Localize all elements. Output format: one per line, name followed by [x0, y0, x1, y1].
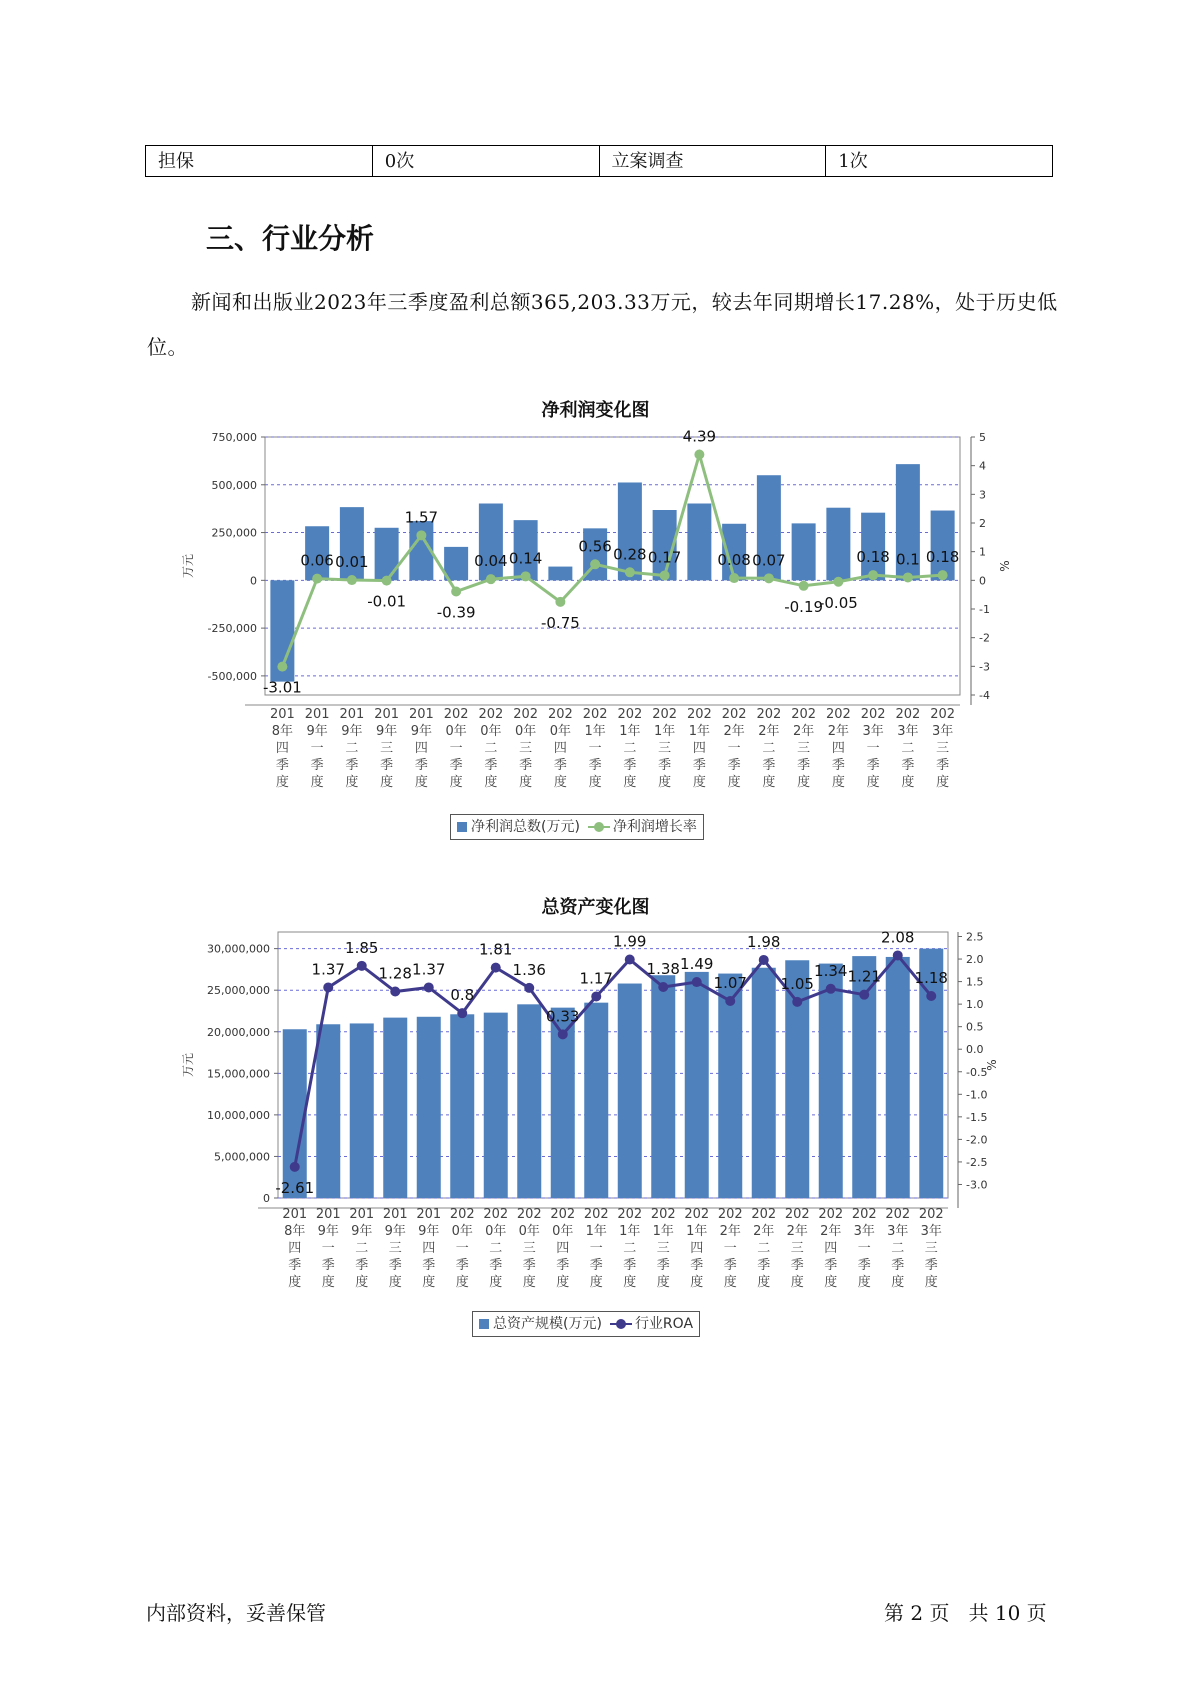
legend-label: 总资产规模(万元)	[493, 1316, 602, 1332]
x-tick-label: 202 1年二季度	[617, 1207, 643, 1290]
line-point	[792, 997, 802, 1007]
legend-label: 净利润总数(万元)	[471, 819, 580, 835]
line-point	[826, 984, 836, 994]
line-point	[625, 567, 635, 577]
x-tick-label: 202 2年三季度	[791, 707, 817, 790]
data-label: 1.36	[512, 960, 546, 979]
info-table	[145, 145, 1053, 177]
x-tick-label: 202 0年二季度	[478, 707, 504, 790]
y2-tick-label: 3	[979, 488, 986, 502]
y-tick-label: 0	[263, 1192, 270, 1205]
bar	[618, 482, 642, 580]
data-label: 1.18	[914, 969, 948, 988]
line-point	[590, 559, 600, 569]
legend-label: 行业ROA	[634, 1316, 694, 1332]
y-axis-title: 万元	[181, 553, 195, 579]
bar	[651, 975, 675, 1198]
y-tick-label: 5,000,000	[214, 1150, 270, 1164]
line-point	[290, 1162, 300, 1172]
chart-legend	[450, 814, 704, 840]
line-point	[625, 955, 635, 965]
data-label: 1.34	[814, 961, 848, 980]
y2-tick-label: 2	[979, 517, 986, 530]
page-number: 第 2 页 共 10 页	[884, 1601, 1047, 1625]
table-cell: 1次	[826, 146, 1053, 177]
y2-tick-label: -3	[979, 660, 990, 674]
data-label: 1.99	[613, 932, 647, 951]
data-label: 0.28	[613, 545, 647, 564]
data-label: -0.19	[784, 597, 824, 616]
data-label: 0.06	[300, 551, 334, 570]
x-tick-label: 202 2年四季度	[818, 1207, 844, 1290]
x-tick-label: 202 2年一季度	[717, 1207, 743, 1290]
data-label: 0.56	[578, 537, 612, 556]
bar	[792, 523, 816, 580]
line-point	[692, 977, 702, 987]
legend-bar-swatch	[457, 822, 467, 832]
y2-tick-label: -2.0	[966, 1133, 988, 1147]
data-label: 0.18	[856, 548, 890, 567]
x-tick-label: 202 2年一季度	[721, 707, 747, 790]
y-tick-label: 20,000,000	[207, 1025, 270, 1039]
data-label: 0.07	[752, 551, 786, 570]
data-label: 1.98	[747, 932, 781, 951]
line-point	[558, 1029, 568, 1039]
x-tick-label: 202 1年四季度	[684, 1207, 710, 1290]
y2-tick-label: 4	[979, 459, 986, 473]
x-tick-label: 202 3年二季度	[895, 707, 921, 790]
analysis-paragraph: 新闻和出版业2023年三季度盈利总额365,203.33万元，较去年同期增长17.28%，处于历史低位。	[147, 290, 1058, 359]
y-tick-label: 500,000	[211, 478, 257, 492]
line-point	[759, 955, 769, 965]
y-tick-label: 250,000	[211, 526, 257, 540]
data-label: 1.57	[404, 508, 439, 527]
y2-tick-label: 2.0	[966, 953, 984, 967]
line-point	[859, 990, 869, 1000]
line-point	[357, 961, 367, 971]
section-title: 三、行业分析	[206, 222, 375, 255]
y-tick-label: 750,000	[211, 431, 257, 444]
line-point	[833, 577, 843, 587]
bar	[450, 1014, 474, 1198]
data-label: -0.75	[540, 613, 580, 632]
data-label: 2.08	[881, 928, 915, 947]
x-tick-label: 202 1年三季度	[652, 707, 678, 790]
x-tick-label: 202 0年一季度	[443, 707, 469, 790]
data-label: 0.17	[647, 548, 682, 567]
line-point	[926, 991, 936, 1001]
x-tick-label: 202 0年四季度	[550, 1207, 576, 1290]
data-label: 4.39	[682, 427, 717, 446]
y2-tick-label: 2.5	[966, 930, 984, 944]
x-tick-label: 202 2年二季度	[751, 1207, 777, 1290]
x-tick-label: 202 1年四季度	[686, 707, 712, 790]
net-profit-chart	[0, 425, 1191, 845]
data-label: 1.05	[780, 974, 814, 993]
bar	[785, 960, 809, 1198]
line-point	[799, 581, 809, 591]
chart-title: 总资产变化图	[541, 897, 650, 918]
x-tick-label: 202 3年三季度	[918, 1207, 944, 1290]
bar	[685, 972, 709, 1198]
bar	[584, 1003, 608, 1198]
y-tick-label: 25,000,000	[207, 984, 270, 998]
y2-tick-label: 0	[979, 574, 986, 588]
y-tick-label: -500,000	[207, 669, 257, 683]
bar	[618, 984, 642, 1198]
data-label: -3.01	[262, 678, 302, 697]
x-tick-label: 201 8年四季度	[269, 707, 295, 790]
x-tick-label: 201 9年一季度	[304, 707, 330, 790]
line-point	[457, 1008, 467, 1018]
y2-tick-label: 0.5	[966, 1020, 984, 1034]
data-label: 1.17	[579, 969, 613, 988]
data-label: 1.85	[345, 938, 379, 957]
y-axis-title: 万元	[181, 1052, 195, 1078]
data-label: 0.04	[474, 552, 508, 571]
line-point	[382, 576, 392, 586]
data-label: 0.1	[895, 550, 920, 569]
x-tick-label: 201 9年三季度	[382, 1207, 408, 1290]
x-tick-label: 202 3年三季度	[930, 707, 956, 790]
x-tick-label: 202 2年二季度	[756, 707, 782, 790]
data-label: 1.28	[378, 964, 412, 983]
x-tick-label: 202 1年一季度	[582, 707, 608, 790]
y2-axis-title: %	[985, 1059, 999, 1071]
x-tick-label: 202 0年二季度	[483, 1207, 509, 1290]
table-cell: 担保	[146, 146, 373, 177]
bar	[718, 974, 742, 1198]
legend-label: 净利润增长率	[612, 819, 697, 835]
x-tick-label: 201 9年一季度	[315, 1207, 341, 1290]
x-tick-label: 201 9年三季度	[374, 707, 400, 790]
footer-confidential: 内部资料，妥善保管	[146, 1601, 326, 1625]
data-label: 0.33	[546, 1007, 580, 1026]
data-label: 0.8	[450, 986, 475, 1005]
bar	[752, 968, 776, 1198]
line-point	[725, 996, 735, 1006]
line-point	[764, 573, 774, 583]
data-label: 0.08	[717, 551, 751, 570]
bar	[383, 1018, 407, 1198]
bar	[886, 957, 910, 1198]
y2-tick-label: -3.0	[966, 1178, 988, 1192]
data-label: -0.39	[436, 603, 476, 622]
line-point	[347, 575, 357, 585]
y-tick-label: 30,000,000	[207, 942, 270, 956]
line-point	[424, 982, 434, 992]
y2-tick-label: -2.5	[966, 1155, 988, 1169]
bar	[375, 528, 399, 581]
line-point	[491, 963, 501, 973]
data-label: -0.01	[367, 592, 407, 611]
x-tick-label: 202 2年四季度	[825, 707, 851, 790]
bar	[484, 1013, 508, 1198]
x-tick-label: 201 9年四季度	[416, 1207, 442, 1290]
line-point	[390, 987, 400, 997]
line-point	[323, 982, 333, 992]
line-point	[660, 570, 670, 580]
data-label: 0.01	[335, 553, 369, 572]
bar	[819, 964, 843, 1198]
line-point	[312, 574, 322, 584]
x-tick-label: 202 0年四季度	[547, 707, 573, 790]
y2-tick-label: -0.5	[966, 1065, 988, 1079]
bar	[931, 511, 955, 581]
line-point	[555, 597, 565, 607]
y-tick-label: 0	[250, 574, 257, 588]
bar	[826, 508, 850, 581]
line-point	[486, 574, 496, 584]
legend-bar-swatch	[479, 1319, 489, 1329]
bar	[316, 1024, 340, 1198]
y2-tick-label: -1.0	[966, 1088, 988, 1102]
line-point	[893, 950, 903, 960]
x-tick-label: 201 9年四季度	[408, 707, 434, 790]
x-tick-label: 202 1年二季度	[617, 707, 643, 790]
x-tick-label: 202 3年一季度	[860, 707, 886, 790]
x-tick-label: 202 2年三季度	[784, 1207, 810, 1290]
line-point	[658, 982, 668, 992]
x-tick-label: 201 9年二季度	[349, 1207, 375, 1290]
data-label: 1.37	[311, 960, 345, 979]
y2-axis-title: %	[998, 560, 1012, 572]
y-tick-label: 10,000,000	[207, 1108, 270, 1122]
data-label: 1.37	[412, 960, 446, 979]
table-row	[146, 146, 1053, 177]
data-label: 1.49	[680, 955, 714, 974]
table-cell: 0次	[372, 146, 599, 177]
y2-tick-label: 0.0	[966, 1043, 984, 1057]
line-point	[729, 573, 739, 583]
line-point	[277, 662, 287, 672]
bar	[283, 1029, 307, 1198]
data-label: 0.14	[508, 549, 543, 568]
data-label: -0.05	[818, 593, 858, 612]
x-tick-label: 201 8年四季度	[282, 1207, 308, 1290]
line-point	[451, 587, 461, 597]
data-label: 1.21	[847, 967, 881, 986]
line-point	[694, 449, 704, 459]
line-point	[416, 530, 426, 540]
x-tick-label: 202 0年三季度	[513, 707, 539, 790]
bar	[350, 1023, 374, 1198]
x-tick-label: 202 3年一季度	[851, 1207, 877, 1290]
y2-tick-label: 5	[979, 431, 986, 444]
line-point	[938, 570, 948, 580]
legend-line-swatch	[588, 822, 610, 832]
line-point	[868, 570, 878, 580]
table-cell: 立案调查	[599, 146, 826, 177]
y2-tick-label: 1.0	[966, 998, 984, 1012]
bar	[548, 567, 572, 581]
y2-tick-label: -4	[979, 689, 990, 702]
chart-legend	[472, 1311, 700, 1337]
x-tick-label: 202 0年一季度	[449, 1207, 475, 1290]
data-label: 0.18	[925, 548, 960, 567]
total-assets-chart	[0, 922, 1191, 1342]
x-tick-label: 202 1年三季度	[650, 1207, 676, 1290]
data-label: 1.38	[646, 960, 680, 979]
x-tick-label: 202 3年二季度	[885, 1207, 911, 1290]
x-tick-label: 202 1年一季度	[583, 1207, 609, 1290]
x-tick-label: 201 9年二季度	[339, 707, 365, 790]
line-point	[903, 572, 913, 582]
bar	[517, 1004, 541, 1198]
data-label: -2.61	[275, 1178, 315, 1197]
line-point	[524, 983, 534, 993]
y2-tick-label: 1	[979, 545, 986, 559]
x-tick-label: 202 0年三季度	[516, 1207, 542, 1290]
data-label: 1.81	[479, 940, 513, 959]
bar	[687, 504, 711, 581]
legend-line-swatch	[610, 1319, 632, 1329]
bar	[417, 1017, 441, 1198]
line-point	[591, 991, 601, 1001]
y2-tick-label: 1.5	[966, 975, 984, 989]
chart-title: 净利润变化图	[541, 400, 650, 421]
y-tick-label: 15,000,000	[207, 1067, 270, 1081]
data-label: 1.07	[713, 973, 747, 992]
y2-tick-label: -1	[979, 603, 990, 616]
y2-tick-label: -1.5	[966, 1110, 988, 1124]
line-point	[521, 571, 531, 581]
y-tick-label: -250,000	[207, 622, 257, 636]
y2-tick-label: -2	[979, 631, 990, 645]
